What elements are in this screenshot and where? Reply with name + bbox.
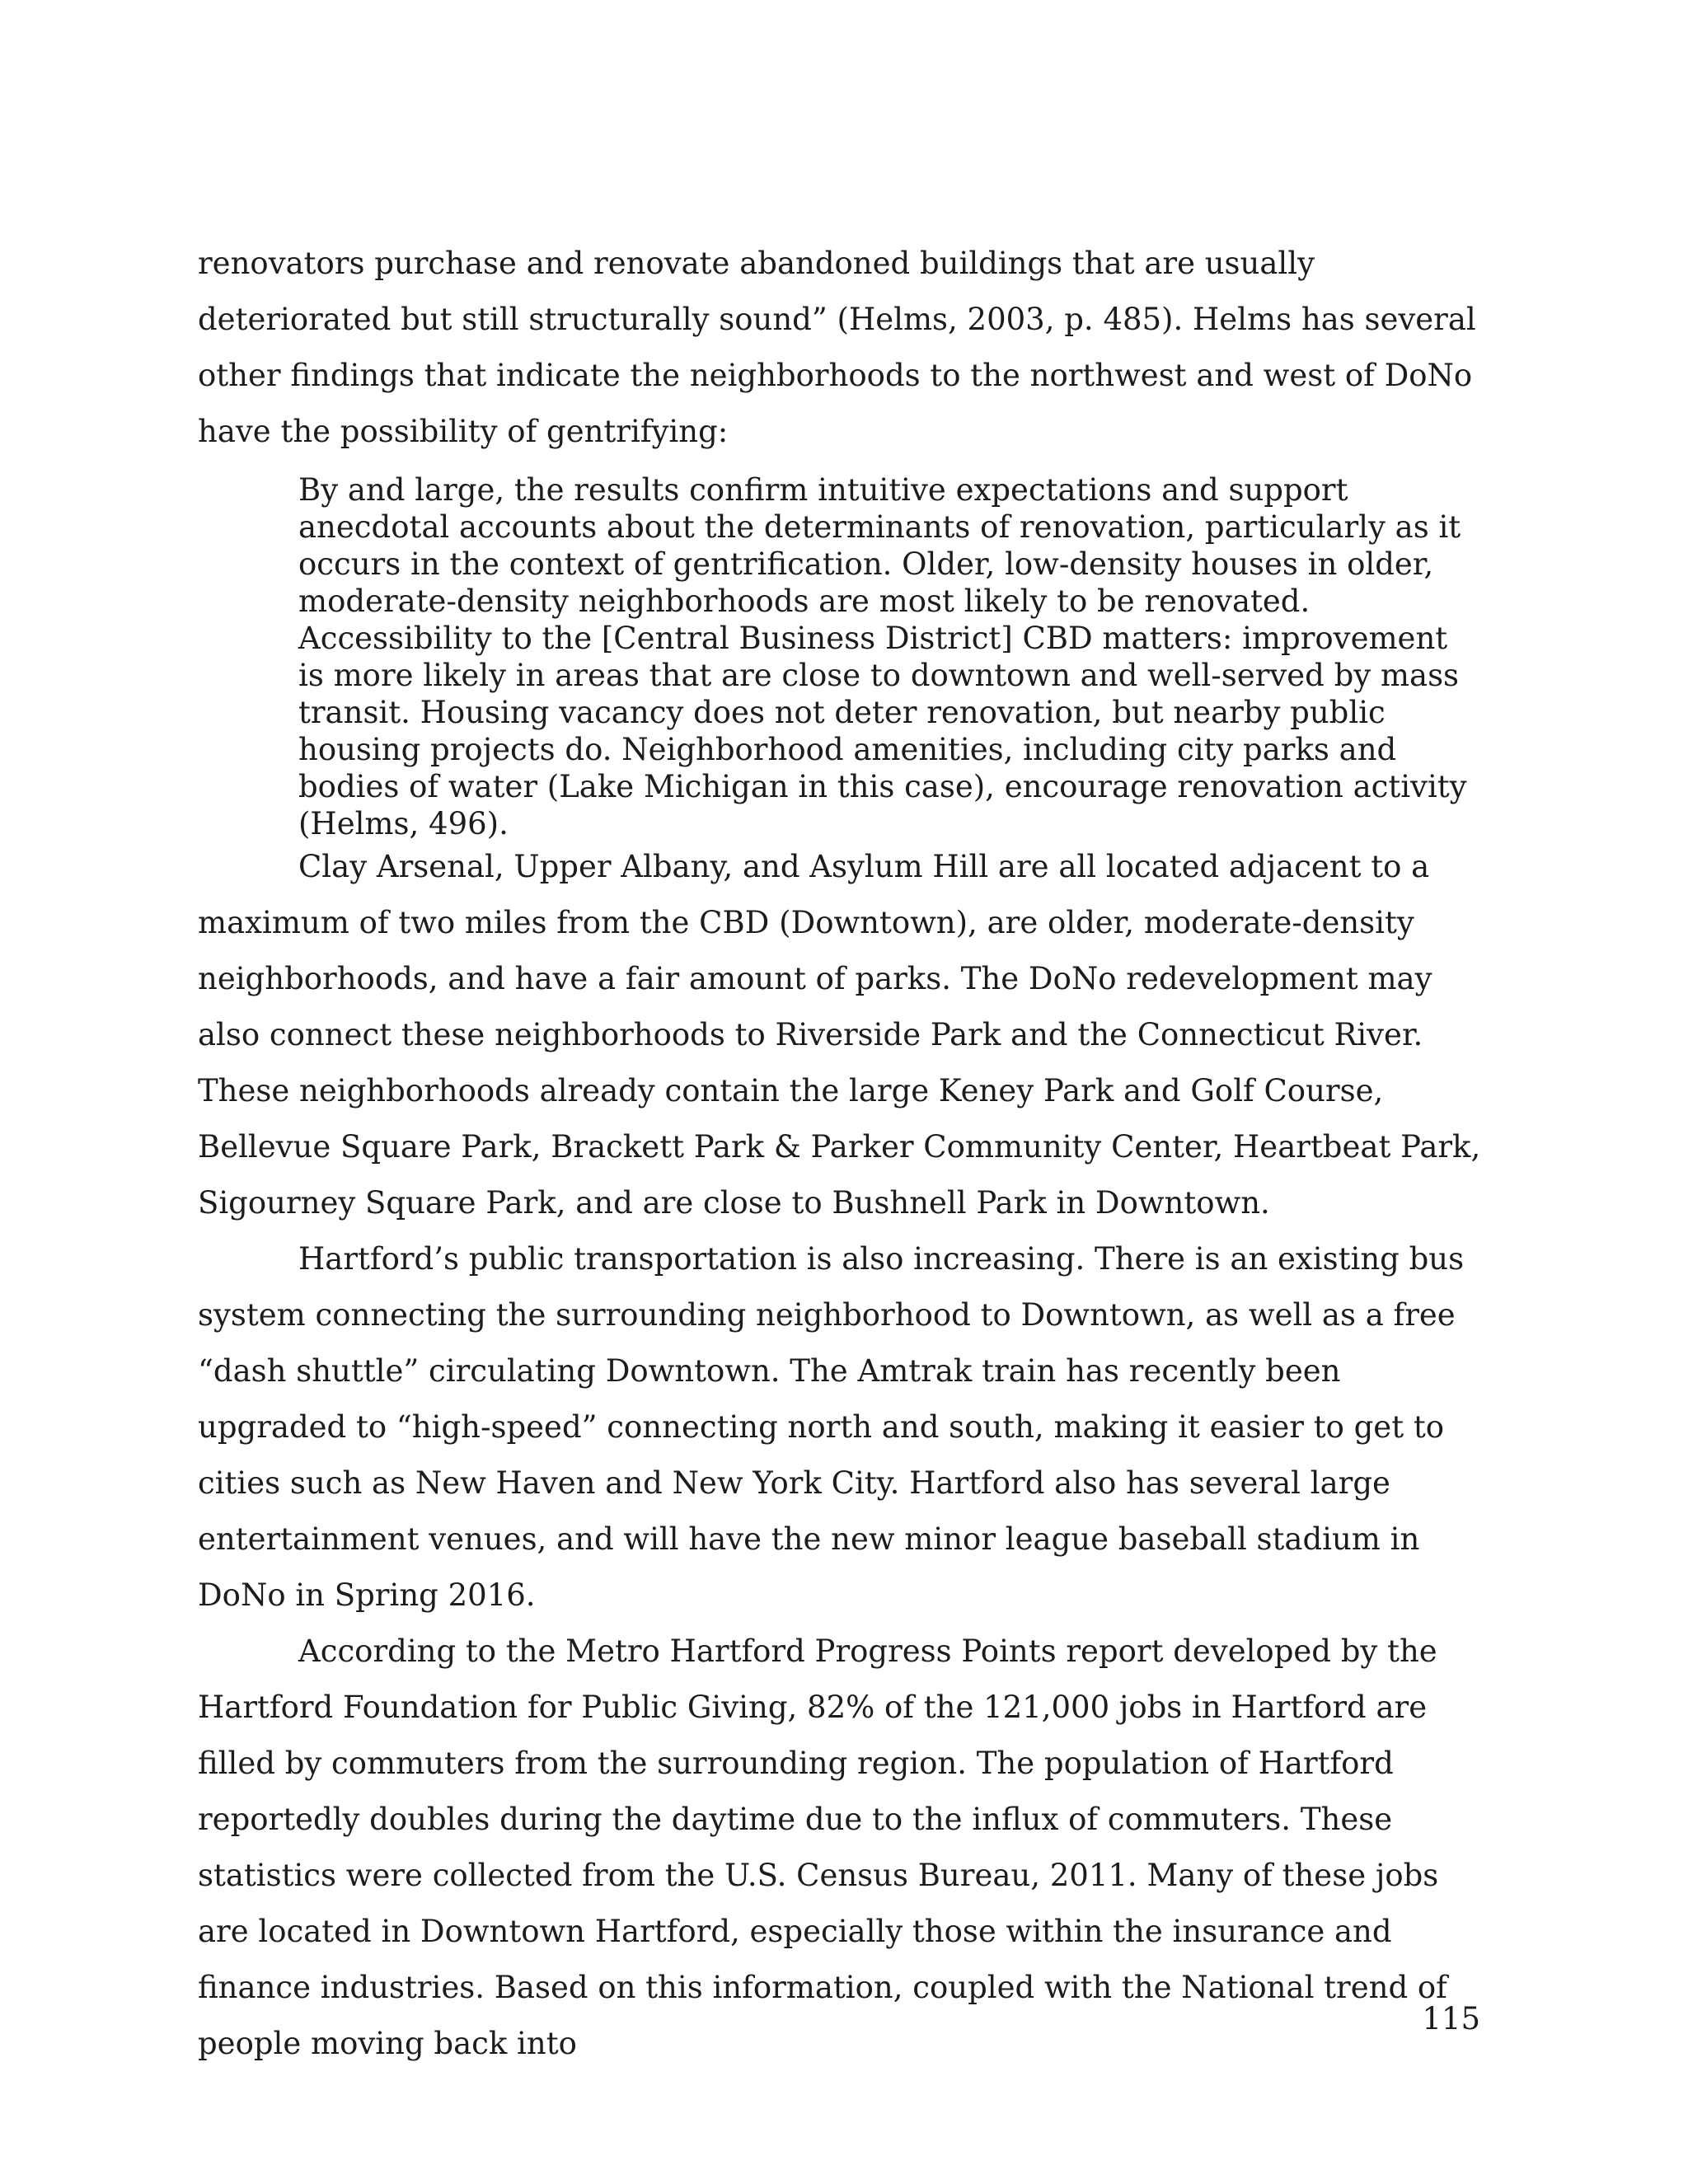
- opening-text-block: [198, 236, 1484, 460]
- opening-paragraph: renovators purchase and renovate abandoned buildings that are usually deteriorated but still structurally sound” (Helms, 2003, p. 485). Helms has several other findings that indicate the neighborhoods to the northwest and west of DoNo have the possibility of gentrifying:: [198, 246, 1476, 449]
- page-number: 115: [1422, 2001, 1480, 2036]
- body-text-block: [198, 839, 1484, 2072]
- transportation-paragraph: Hartford’s public transportation is also increasing. There is an existing bus system connecting the surrounding neighborhood to Downtown, as well as a free “dash shuttle” circulating Downtown. The Amtrak train has recently been upgraded to “high-speed” connecting north and south, making it easier to get to cities such as New Haven and New York City. Hartford also has several large entertainment venues, and will have the new minor league baseball stadium in DoNo in Spring 2016.: [198, 1241, 1465, 1613]
- neighborhoods-paragraph: Clay Arsenal, Upper Albany, and Asylum Hill are all located adjacent to a maximum of two miles from the CBD (Downtown), are older, moderate-density neighborhoods, and have a fair amount of parks. The DoNo redevelopment may also connect these neighborhoods to Riverside Park and the Connecticut River. These neighborhoods already contain the large Keney Park and Golf Course, Bellevue Square Park, Brackett Park & Parker Community Center, Heartbeat Park, Sigourney Square Park, and are close to Bushnell Park in Downtown.: [198, 849, 1481, 1221]
- helms-block-quote: By and large, the results confirm intuitive expectations and support anecdotal accounts about the determinants of renovation, particularly as it occurs in the context of gentrification. Older, low-density houses in older, moderate-density neighborhoods are most likely to be renovated. Accessibility to the [Central Business District] CBD matters: improvement is more likely in areas that are close to downtown and well-served by mass transit. Housing vacancy does not deter renovation, but nearby public housing projects do. Neighborhood amenities, including city parks and bodies of water (Lake Michigan in this case), encourage renovation activity (Helms, 496).: [298, 472, 1467, 841]
- commuters-paragraph: According to the Metro Hartford Progress Points report developed by the Hartford Foundation for Public Giving, 82% of the 121,000 jobs in Hartford are filled by commuters from the surrounding region. The population of Hartford reportedly doubles during the daytime due to the influx of commuters. These statistics were collected from the U.S. Census Bureau, 2011. Many of these jobs are located in Downtown Hartford, especially those within the insurance and finance industries. Based on this information, coupled with the National trend of people moving back into: [198, 1633, 1447, 2061]
